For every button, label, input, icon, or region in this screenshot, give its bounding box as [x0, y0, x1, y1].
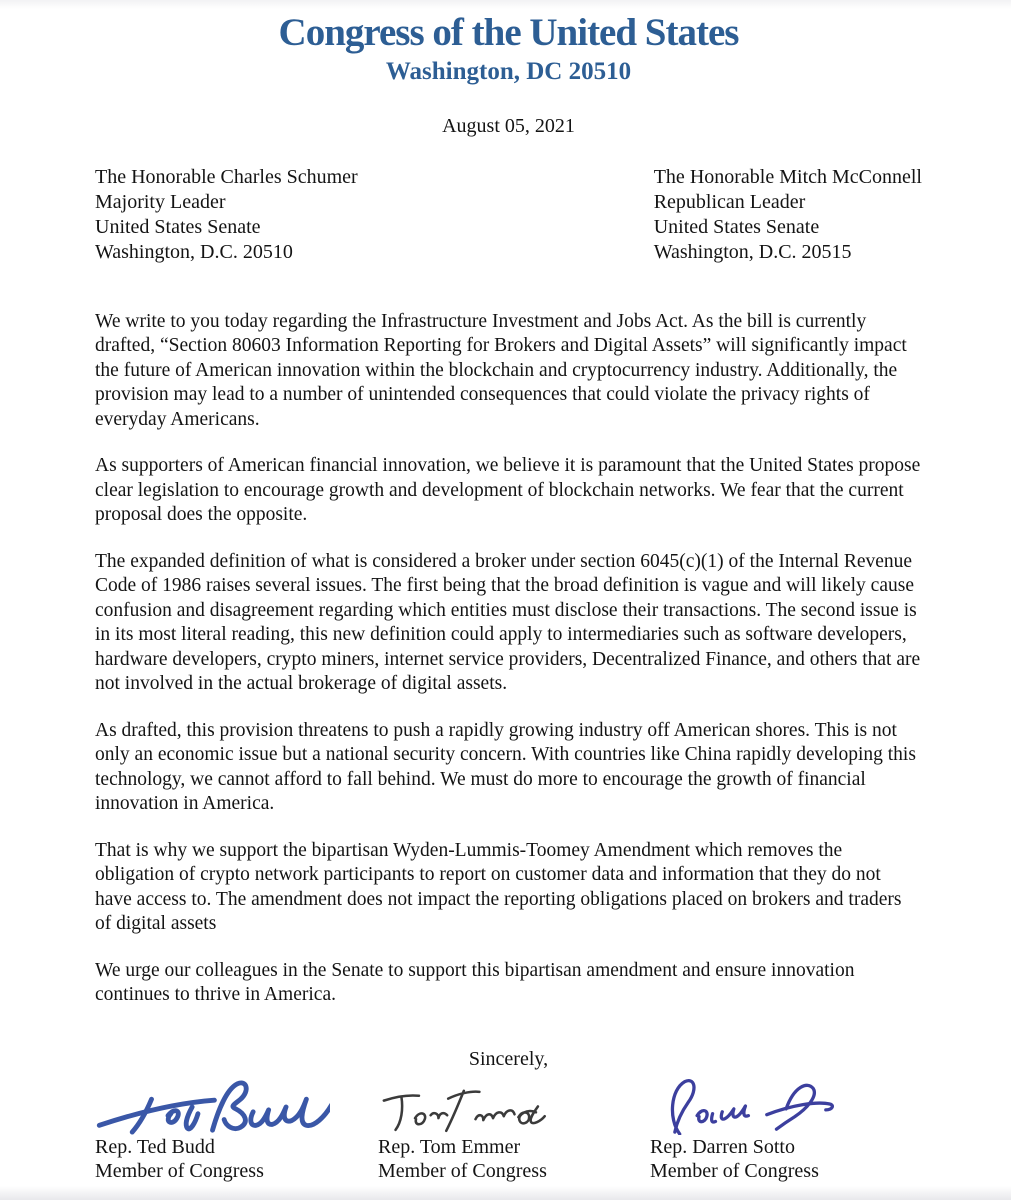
signature-block-darren-sotto	[650, 1075, 922, 1184]
recipient-line: Republican Leader	[653, 190, 806, 213]
recipient-line: Washington, D.C. 20515	[653, 240, 852, 263]
recipient-line: United States Senate	[95, 215, 261, 238]
recipient-line: Washington, D.C. 20510	[95, 240, 293, 263]
body-paragraph: We write to you today regarding the Infrastructure Investment and Jobs Act. As the bill is currently drafted, “Section 80603 Information Reporting for Brokers and Digital Assets” will significantly impact the future of American innovation within the blockchain and cryptocurrency industry. Additionally, the provision may lead to a number of unintended consequences that could violate the privacy rights of everyday Americans.	[95, 310, 907, 430]
body-paragraph: That is why we support the bipartisan Wyden-Lummis-Toomey Amendment which removes the obligation of crypto network participants to report on customer data and information that they do not have access to. The amendment does not impact the reporting obligations placed on brokers and traders of digital assets	[95, 839, 902, 935]
recipient-line: United States Senate	[653, 215, 820, 238]
recipient-line: The Honorable Mitch McConnell	[653, 165, 922, 188]
closing-line: Sincerely,	[468, 1047, 549, 1070]
signature-block-ted-budd	[95, 1075, 378, 1184]
signer-title: Member of Congress	[95, 1160, 264, 1183]
recipient-line: Majority Leader	[95, 190, 226, 213]
recipient-blocks	[95, 165, 922, 265]
signature-row	[95, 1075, 922, 1184]
darren-sotto-signature-icon	[650, 1075, 840, 1135]
signer-name: Rep. Ted Budd	[95, 1135, 215, 1158]
signer-name: Rep. Tom Emmer	[378, 1135, 521, 1158]
letterhead-subtitle: Washington, DC 20510	[385, 57, 632, 85]
recipient-left	[95, 165, 358, 265]
ted-budd-signature-icon	[95, 1075, 330, 1135]
body-paragraph: The expanded definition of what is considered a broker under section 6045(c)(1) of the Internal Revenue Code of 1986 raises several issues. The first being that the broad definition is vague and will likely cause confusion and disagreement regarding which entities must disclose their transactions. The second issue is in its most literal reading, this new definition could apply to intermediaries such as software developers, hardware developers, crypto miners, internet service providers, Decentralized Finance, and others that are not involved in the actual brokerage of digital assets.	[95, 550, 921, 695]
letterhead-title: Congress of the United States	[278, 11, 739, 54]
signer-name: Rep. Darren Sotto	[650, 1135, 795, 1158]
page-bottom-edge	[0, 1186, 1011, 1200]
signer-title: Member of Congress	[650, 1160, 819, 1183]
letterhead	[95, 12, 922, 86]
letter-body	[95, 310, 922, 1008]
body-paragraph: We urge our colleagues in the Senate to support this bipartisan amendment and ensure innovation continues to thrive in America.	[95, 959, 855, 1006]
signer-title: Member of Congress	[378, 1160, 547, 1183]
body-paragraph: As supporters of American financial innovation, we believe it is paramount that the United States propose clear legislation to encourage growth and development of blockchain networks. We fear that the current proposal does the opposite.	[95, 455, 921, 526]
recipient-line: The Honorable Charles Schumer	[95, 165, 358, 188]
letter-date: August 05, 2021	[442, 114, 575, 137]
tom-emmer-signature-icon	[378, 1075, 573, 1135]
signature-block-tom-emmer	[378, 1075, 650, 1184]
body-paragraph: As drafted, this provision threatens to push a rapidly growing industry off American shores. This is not only an economic issue but a national security concern. With countries like China rapidly developing this technology, we cannot afford to fall behind. We must do more to encourage the growth of financial innovation in America.	[95, 719, 916, 815]
recipient-right	[654, 165, 922, 265]
